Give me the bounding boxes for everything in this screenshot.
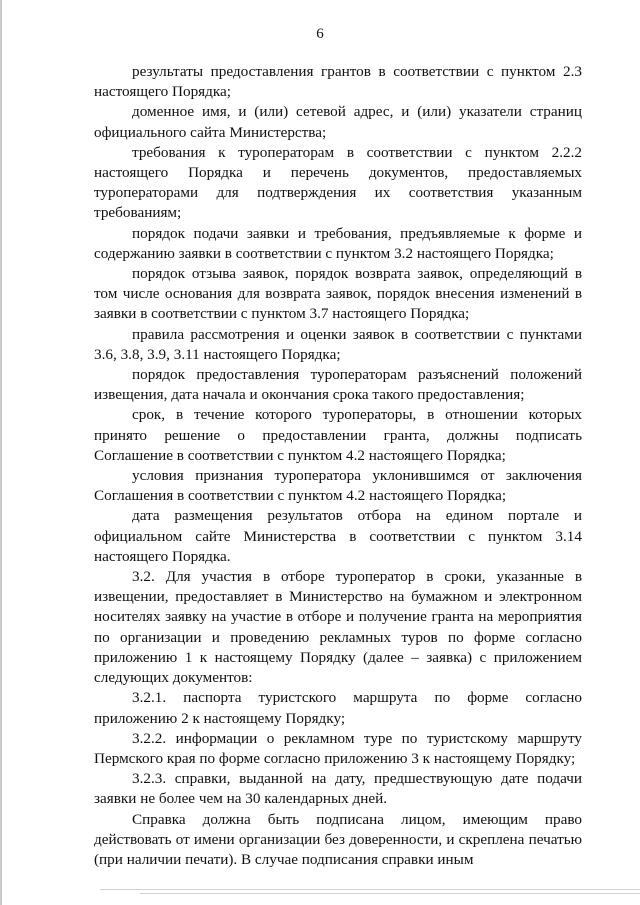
scan-artifact-line — [100, 889, 640, 890]
document-body — [94, 62, 582, 870]
paragraph-domain-name: доменное имя, и (или) сетевой адрес, и (или) указатели страниц официального сайта Министерства; — [94, 103, 582, 141]
paragraph-agreement-deadline: срок, в течение которого туроператоры, в отношении которых принято решение о предоставлении гранта, должны подписать Соглашение в соответствии с пунктом 4.2 настоящего Порядка; — [94, 406, 582, 464]
paragraph-results-publication: дата размещения результатов отбора на едином портале и официальном сайте Министерства в соответствии с пунктом 3.14 настоящего Порядка. — [94, 507, 582, 565]
paragraph-certificate-signature: Справка должна быть подписана лицом, имеющим право действовать от имени организации без доверенности, и скреплена печатью (при наличии печати). В случае подписания справки иным — [94, 810, 582, 868]
paragraph-tour-operator-requirements: требования к туроператорам в соответствии с пунктом 2.2.2 настоящего Порядка и перечень документов, предоставляемых туроператорами для подтверждения их соответствия указанным требованиям; — [94, 143, 582, 222]
paragraph-section-3-2-1: 3.2.1. паспорта туристского маршрута по форме согласно приложению 2 к настоящему Порядку; — [94, 689, 582, 727]
scan-artifact-line — [140, 893, 640, 894]
paragraph-evasion-conditions: условия признания туроператора уклонившимся от заключения Соглашения в соответствии с пунктом 4.2 настоящего Порядка; — [94, 467, 582, 505]
paragraph-section-3-2: 3.2. Для участия в отборе туроператор в сроки, указанные в извещении, предоставляет в Министерство на бумажном и электронном носителях заявку на участие в отборе и получение гранта на мероприятия по организации и проведению рекламных туров по форме согласно приложению 1 к настоящему Порядку (далее – заявка) с приложением следующих документов: — [94, 568, 582, 687]
paragraph-clarifications: порядок предоставления туроператорам разъяснений положений извещения, дата начала и окончания срока такого предоставления; — [94, 366, 582, 404]
paragraph-grant-results: результаты предоставления грантов в соответствии с пунктом 2.3 настоящего Порядка; — [94, 63, 582, 101]
paragraph-withdrawal-procedure: порядок отзыва заявок, порядок возврата заявок, определяющий в том числе основания для возврата заявок, порядок внесения изменений в заявки в соответствии с пунктом 3.7 настоящего Порядка; — [94, 265, 582, 323]
paragraph-application-procedure: порядок подачи заявки и требования, предъявляемые к форме и содержанию заявки в соответствии с пунктом 3.2 настоящего Порядка; — [94, 224, 582, 262]
scan-left-edge — [0, 0, 2, 905]
page-number: 6 — [316, 26, 324, 42]
paragraph-section-3-2-2: 3.2.2. информации о рекламном туре по туристскому маршруту Пермского края по форме согласно приложению 3 к настоящему Порядку; — [94, 729, 582, 767]
paragraph-section-3-2-3: 3.2.3. справки, выданной на дату, предшествующую дате подачи заявки не более чем на 30 календарных дней. — [94, 770, 582, 808]
paragraph-evaluation-rules: правила рассмотрения и оценки заявок в соответствии с пунктами 3.6, 3.8, 3.9, 3.11 настоящего Порядка; — [94, 325, 582, 363]
